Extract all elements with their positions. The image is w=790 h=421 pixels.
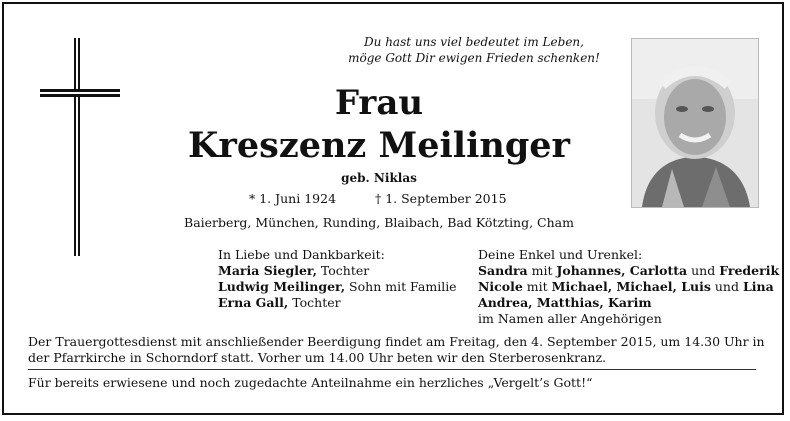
deceased-name: Kreszenz Meilinger	[187, 125, 570, 166]
mourner-name: Maria Siegler,	[218, 263, 317, 278]
mourners-right-column	[478, 247, 780, 327]
right-heading: Deine Enkel und Urenkel:	[478, 247, 643, 262]
grandchildren-line-1	[478, 263, 780, 279]
portrait-photo	[631, 38, 759, 208]
quote-line-2: möge Gott Dir ewigen Frieden schenken!	[348, 51, 600, 65]
left-heading: In Liebe und Dankbarkeit:	[218, 247, 385, 262]
birth-name: geb. Niklas	[341, 171, 417, 185]
portrait-image	[632, 39, 758, 207]
grandchild-name: Nicole	[478, 279, 523, 294]
death-date: † 1. September 2015	[375, 191, 507, 206]
connector-text: und	[710, 279, 743, 294]
connector-text: mit	[527, 263, 557, 278]
grandchild-name: Sandra	[478, 263, 528, 278]
mourners-left-column	[218, 247, 468, 311]
mourner-relation: Sohn mit Familie	[345, 279, 457, 294]
mourner-line	[218, 263, 468, 279]
mourner-relation: Tochter	[288, 295, 341, 310]
memorial-quote	[304, 34, 644, 66]
mourner-name: Ludwig Meilinger,	[218, 279, 346, 294]
birth-date: * 1. Juni 1924	[249, 191, 337, 206]
grandchild-name: Lina	[742, 279, 774, 294]
grandchild-names: Johannes, Carlotta	[556, 263, 688, 278]
mourner-relation: Tochter	[316, 263, 370, 278]
quote-line-1: Du hast uns viel bedeutet im Leben,	[364, 35, 584, 49]
relatives-line: im Namen aller Angehörigen	[478, 311, 662, 326]
service-information	[28, 334, 768, 366]
obituary-notice	[2, 2, 784, 415]
connector-text: und	[687, 263, 720, 278]
places-list: Baierberg, München, Runding, Blaibach, Bad Kötzting, Cham	[184, 215, 574, 230]
thanks-line: Für bereits erwiesene und noch zugedachte Anteilnahme ein herzliches „Vergelt’s Gott!“	[28, 375, 593, 390]
grandchild-name: Frederik	[719, 263, 780, 278]
service-line-1: Der Trauergottesdienst mit anschließender Beerdigung findet am Freitag, den 4. September 2015, um 14.30 Uhr in	[28, 334, 765, 349]
grandchildren-line-3	[478, 295, 768, 311]
mourner-line	[218, 295, 468, 311]
grandchild-names: Michael, Michael, Luis	[551, 279, 711, 294]
mourner-line	[218, 279, 468, 295]
connector-text: mit	[522, 279, 552, 294]
service-line-2: der Pfarrkirche in Schorndorf statt. Vorher um 14.00 Uhr beten wir den Sterberosenkranz.	[28, 350, 607, 365]
mourner-name: Erna Gall,	[218, 295, 289, 310]
salutation: Frau	[334, 83, 424, 123]
divider	[28, 369, 756, 370]
grandchildren-line-2	[478, 279, 774, 295]
grandchild-names: Andrea, Matthias, Karim	[478, 295, 652, 310]
